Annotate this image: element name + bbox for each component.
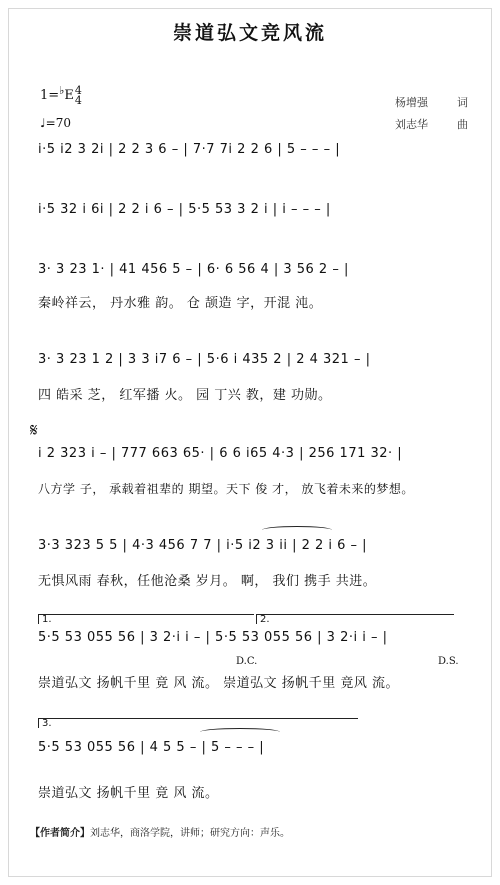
lyricist-role: 词 [457, 96, 468, 109]
score-row-2-notes: i·5 32 i 6i | 2 2 i 6 – | 5·5 53 3 2 i | i – – – | [38, 202, 331, 217]
tie-slur-final [200, 728, 280, 736]
lyricist-name: 杨增强 [395, 96, 428, 109]
volta-2: 2. [256, 614, 454, 624]
key-prefix: 1= [40, 88, 60, 103]
score-row-5-lyrics: 八方学 子， 承载着祖辈的 期望。天下 俊 才， 放飞着未来的梦想。 [38, 482, 414, 496]
score-row-6-notes: 3·3 323 5 5 | 4·3 456 7 7 | i·5 i2 3 ii | 2 2 i 6 – | [38, 538, 368, 553]
score-row-7-lyrics: 崇道弘文 扬帆千里 竟 风 流。 崇道弘文 扬帆千里 竟风 流。 [38, 676, 400, 691]
score-row-8-notes: 5·5 53 055 56 | 4 5 5 – | 5 – – – | [38, 740, 265, 755]
score-row-8-lyrics: 崇道弘文 扬帆千里 竟 风 流。 [38, 786, 219, 801]
author-bio-label: 【作者简介】 [30, 828, 90, 839]
author-bio [30, 824, 290, 839]
key-flat: ♭ [59, 84, 65, 97]
dc-mark: D.C. [236, 656, 258, 667]
score-row-3-lyrics: 秦岭祥云， 丹水雅 韵。 仓 颉造 字，开混 沌。 [38, 296, 323, 311]
score-row-5-notes: i 2 323 i – | 777 663 65· | 6 6 i65 4·3 | 256 171 32· | [38, 446, 403, 461]
ds-mark: D.S. [438, 656, 459, 667]
score-row-1-notes: i·5 i2 3 2i | 2 2 3 6 – | 7·7 7i 2 2 6 | 5 – – – | [38, 142, 341, 157]
key-letter: E [64, 88, 74, 103]
composer-role: 曲 [457, 118, 468, 131]
score-row-3-notes: 3· 3 23 1· | 41 456 5 – | 6· 6 56 4 | 3 56 2 – | [38, 262, 349, 277]
tempo-marking: ♩=70 [40, 116, 71, 130]
time-denominator: 4 [74, 93, 82, 107]
composer-name: 刘志华 [395, 118, 428, 131]
score-row-6-lyrics: 无惧风雨 春秋，任他沧桑 岁月。 啊， 我们 携手 共进。 [38, 574, 377, 589]
composer-credit [395, 116, 468, 132]
tie-slur [262, 526, 332, 534]
author-bio-text: 刘志华，商洛学院，讲师；研究方向：声乐。 [90, 828, 290, 839]
volta-1: 1. [38, 614, 254, 624]
lyricist-credit [395, 94, 468, 110]
score-row-4-notes: 3· 3 23 1 2 | 3 3 i7 6 – | 5·6 i 435 2 | 2 4 321 – | [38, 352, 371, 367]
score-row-4-lyrics: 四 皓采 芝， 红军播 火。 园 丁兴 教，建 功勋。 [38, 388, 332, 403]
volta-3: 3. [38, 718, 358, 728]
segno-sign: 𝄋 [30, 420, 38, 441]
time-numerator: 4 [74, 83, 82, 97]
key-signature [40, 84, 82, 106]
score-row-7-notes: 5·5 53 055 56 | 3 2·i i – | 5·5 53 055 56 | 3 2·i i – | [38, 630, 388, 645]
song-title: 崇道弘文竞风流 [172, 22, 327, 44]
